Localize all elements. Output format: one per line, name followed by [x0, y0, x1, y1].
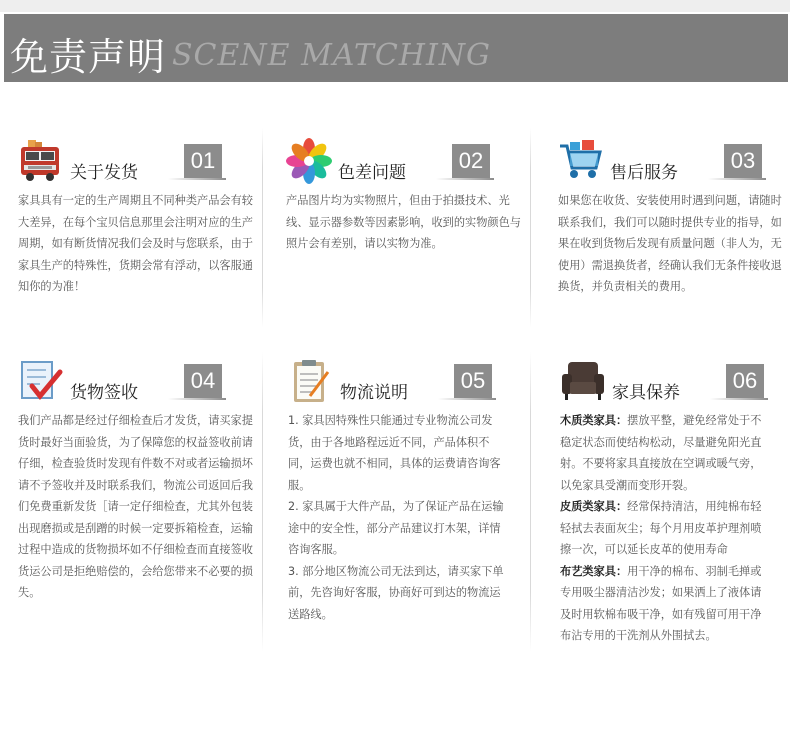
column-divider: [530, 128, 531, 328]
section-heading: 家具保养: [612, 383, 680, 403]
header-banner: [4, 14, 788, 82]
section-body: [18, 410, 254, 604]
color-palette-icon: [286, 138, 330, 182]
section-text: 家具具有一定的生产周期且不同种类产品会有较大差异，在每个宝贝信息那里会注明对应的生产周期，如有断货情况我们会及时与您联系，由于家具生产的特殊性，货期会常有浮动，以客服通知你的为准！: [18, 194, 253, 293]
section-number-badge: 02: [452, 144, 490, 178]
care-leather: [560, 496, 772, 561]
checklist-icon: [18, 358, 62, 402]
section-text: 如果您在收货、安装使用时遇到问题，请随时联系我们，我们可以随时提供专业的指导，如果在收到货物后发现有质量问题（非人为，无使用）需退换货者，经确认我们无条件接收退换货，并负责相关的费用。: [558, 194, 782, 293]
logistics-item-1: 1. 家具因特殊性只能通过专业物流公司发货，由于各地路程远近不同，产品体积不同，运费也就不相同，具体的运费请咨询客服。: [288, 414, 501, 492]
care-label-leather: 皮质类家具：: [560, 500, 628, 513]
column-divider: [262, 128, 263, 328]
care-fabric: [560, 561, 772, 647]
section-body: [18, 190, 254, 298]
section-number-badge: 01: [184, 144, 222, 178]
care-text-leather: 经常保持清洁，用纯棉布轻轻拭去表面灰尘；每个月用皮革护理剂喷擦一次，可以延长皮革的使用寿命: [560, 500, 762, 556]
badge-underline: [438, 398, 496, 400]
care-wood: [560, 410, 772, 496]
top-strip: [0, 0, 790, 12]
care-text-fabric: 用干净的棉布、羽制毛掸或专用吸尘器清洁沙发；如果洒上了液体请及时用软棉布吸干净，如有残留可用干净布沾专用的干洗剂从外围拭去。: [560, 564, 762, 642]
clipboard-icon: [288, 358, 332, 402]
section-number-badge: 06: [726, 364, 764, 398]
armchair-icon: [560, 358, 604, 402]
logistics-item-3: 3. 部分地区物流公司无法到达，请买家下单前，先咨询好客服，协商好可到达的物流运送路线。: [288, 564, 504, 621]
badge-underline: [168, 398, 226, 400]
shopping-cart-icon: [558, 138, 602, 182]
section-text: 产品图片均为实物照片，但由于拍摄技术、光线、显示器参数等因素影响，收到的实物颜色与照片会有差别，请以实物为准。: [286, 194, 521, 250]
care-label-wood: 木质类家具：: [560, 414, 628, 427]
section-heading: 关于发货: [70, 163, 138, 183]
section-body: [288, 410, 510, 625]
delivery-truck-icon: [18, 138, 62, 182]
logistics-item-2: 2. 家具属于大件产品，为了保证产品在运输途中的安全性，部分产品建议打木架，详情咨询客服。: [288, 500, 504, 556]
care-label-fabric: 布艺类家具：: [560, 564, 628, 578]
section-number-badge: 03: [724, 144, 762, 178]
care-text-wood: 摆放平整，避免经常处于不稳定状态而使结构松动，尽量避免阳光直射。不要将家具直接放在空调或暖气旁，以免家具受潮而变形开裂。: [560, 414, 762, 492]
section-body: [286, 190, 522, 255]
section-heading: 色差问题: [338, 163, 406, 183]
section-body: [558, 190, 784, 298]
column-divider: [262, 352, 263, 652]
section-number-badge: 05: [454, 364, 492, 398]
section-heading: 售后服务: [610, 163, 678, 183]
section-heading: 货物签收: [70, 383, 138, 403]
badge-underline: [168, 178, 226, 180]
section-number-badge: 04: [184, 364, 222, 398]
section-heading: 物流说明: [340, 383, 408, 403]
section-text: 我们产品都是经过仔细检查后才发货，请买家提货时最好当面验货，为了保障您的权益签收前请仔细，检查验货时发现有件数不对或者运输损坏请不予签收并及时联系我们，物流公司返回后我们免费重新发货［请一定仔细检查，尤其外包装出现磨损或是刮蹭的时候一定要拆箱检查，运输过程中造成的货物损坏如不仔细检查而直接签收货运公司是拒绝赔偿的，会给您带来不必要的损失。: [18, 414, 253, 599]
badge-underline: [708, 178, 766, 180]
column-divider: [530, 352, 531, 652]
badge-underline: [436, 178, 494, 180]
badge-underline: [710, 398, 768, 400]
page-subtitle: SCENE MATCHING: [172, 38, 492, 73]
section-body: [560, 410, 772, 647]
page-title: 免责声明: [10, 35, 167, 79]
